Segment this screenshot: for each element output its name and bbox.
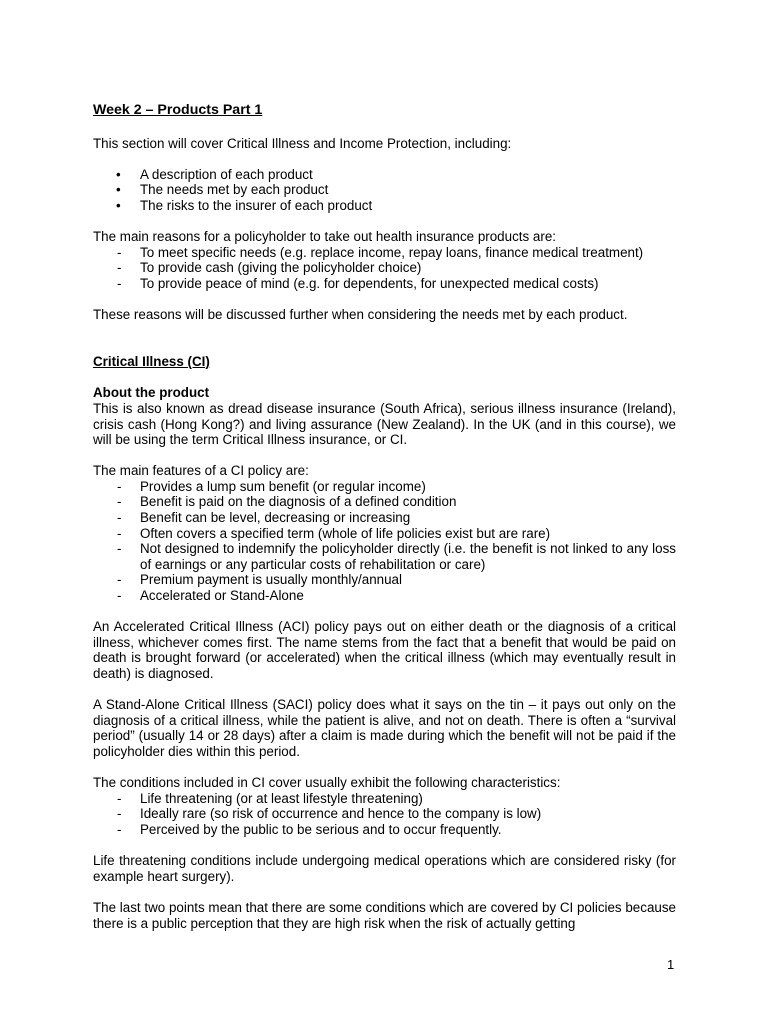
list-item: - Ideally rare (so risk of occurrence and hence to the company is low) [93, 806, 676, 822]
list-item: - Accelerated or Stand-Alone [93, 588, 676, 604]
list-item: - Not designed to indemnify the policyholder directly (i.e. the benefit is not linked to any loss of earnings or any particular costs of rehabilitation or care) [93, 541, 676, 572]
list-item: - To provide cash (giving the policyholder choice) [93, 260, 676, 276]
reasons-outro: These reasons will be discussed further when considering the needs met by each product. [93, 307, 628, 323]
document-page [93, 103, 676, 947]
page-number: 1 [667, 957, 675, 972]
list-item: • The risks to the insurer of each product [93, 198, 676, 214]
saci-paragraph: A Stand-Alone Critical Illness (SACI) policy does what it says on the tin – it pays out only on the diagnosis of a critical illness, while the patient is alive, and not on death. There is often a “survival period” (usually 14 or 28 days) after a claim is made during which the benefit will not be paid if the policyholder dies within this period. [93, 697, 676, 759]
list-item: - To provide peace of mind (e.g. for dependents, for unexpected medical costs) [93, 276, 676, 292]
intro-paragraph: This section will cover Critical Illness and Income Protection, including: [93, 135, 512, 151]
aci-paragraph: An Accelerated Critical Illness (ACI) policy pays out on either death or the diagnosis of a critical illness, whichever comes first. The name stems from the fact that a benefit that would be paid on death is brought forward (or accelerated) when the critical illness (which may eventually result in death) is diagnosed. [93, 619, 676, 681]
page-title: Week 2 – Products Part 1 [93, 102, 263, 118]
life-threatening-paragraph: Life threatening conditions include undergoing medical operations which are considered risky (for example heart surgery). [93, 853, 676, 884]
list-item: • A description of each product [93, 167, 676, 183]
about-paragraph: This is also known as dread disease insurance (South Africa), serious illness insurance (Ireland), crisis cash (Hong Kong?) and living assurance (New Zealand). In the UK (and in this course), we will be using the term Critical Illness insurance, or CI. [93, 400, 676, 448]
section-heading-critical-illness: Critical Illness (CI) [93, 353, 210, 369]
last-paragraph: The last two points mean that there are some conditions which are covered by CI policies because there is a public perception that they are high risk when the risk of actually getting [93, 899, 676, 931]
features-intro: The main features of a CI policy are: [93, 463, 309, 479]
reasons-list [93, 245, 676, 292]
subheading-about-product: About the product [93, 385, 210, 401]
list-item: - Benefit can be level, decreasing or increasing [93, 510, 676, 526]
list-item: - Often covers a specified term (whole of life policies exist but are rare) [93, 526, 676, 542]
conditions-intro: The conditions included in CI cover usually exhibit the following characteristics: [93, 775, 561, 791]
list-item: - Perceived by the public to be serious and to occur frequently. [93, 822, 676, 838]
list-item: - Provides a lump sum benefit (or regular income) [93, 479, 676, 495]
list-item: - To meet specific needs (e.g. replace income, repay loans, finance medical treatment) [93, 245, 676, 261]
list-item: - Premium payment is usually monthly/annual [93, 572, 676, 588]
conditions-list [93, 791, 676, 838]
reasons-intro: The main reasons for a policyholder to take out health insurance products are: [93, 229, 556, 245]
intro-bullet-list [93, 167, 676, 214]
features-list [93, 479, 676, 604]
list-item: • The needs met by each product [93, 182, 676, 198]
list-item: - Benefit is paid on the diagnosis of a defined condition [93, 494, 676, 510]
list-item: - Life threatening (or at least lifestyle threatening) [93, 791, 676, 807]
